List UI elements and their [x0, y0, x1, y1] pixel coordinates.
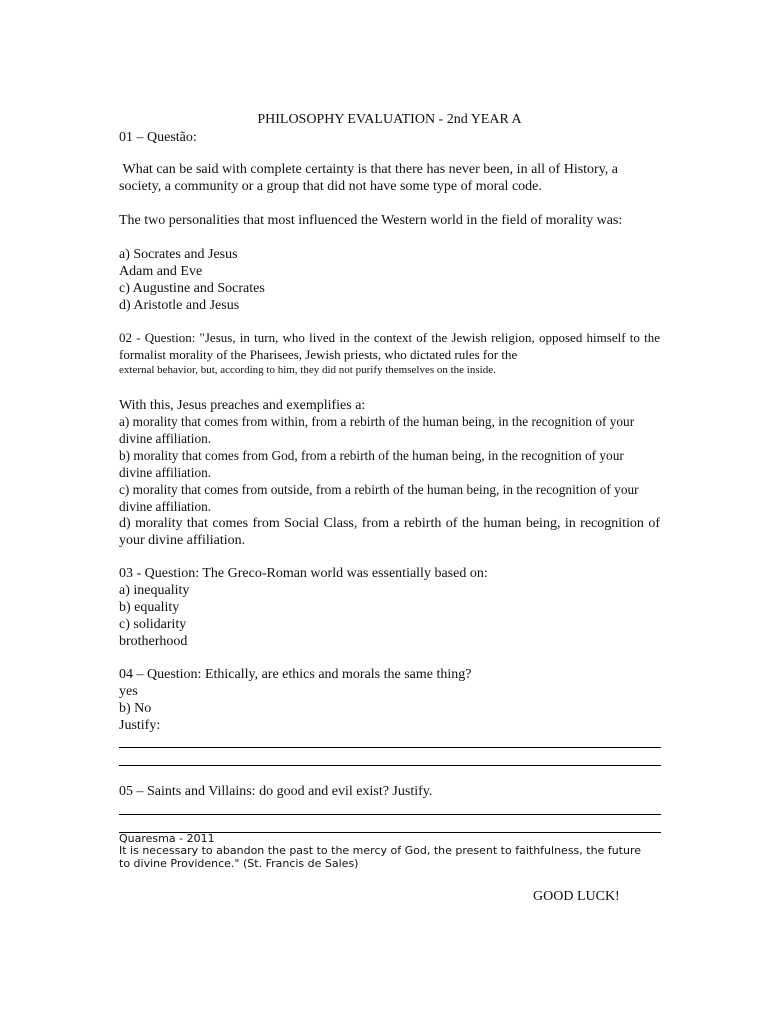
option[interactable]: b) No [119, 701, 152, 716]
question-3-options [119, 582, 660, 650]
option[interactable]: c) Augustine and Socrates [119, 281, 265, 296]
question-2-options [119, 413, 660, 549]
option[interactable]: b) equality [119, 600, 180, 615]
option[interactable]: yes [119, 684, 138, 699]
answer-line[interactable] [119, 747, 661, 748]
question-2-prompt: With this, Jesus preaches and exemplifies a: [119, 398, 366, 413]
question-5-heading: 05 – Saints and Villains: do good and evil exist? Justify. [119, 784, 433, 799]
option[interactable]: a) Socrates and Jesus [119, 247, 238, 262]
question-2-quote-last-line: external behavior, but, according to him, they did not purify themselves on the inside. [119, 364, 496, 376]
page-title: PHILOSOPHY EVALUATION - 2nd YEAR A [257, 112, 522, 127]
option[interactable]: Adam and Eve [119, 264, 203, 279]
question-3-heading: 03 - Question: The Greco-Roman world was essentially based on: [119, 566, 488, 581]
option[interactable]: d) morality that comes from Social Class, from a rebirth of the human being, in recognition of your divine affiliation. [119, 516, 660, 548]
option[interactable]: a) morality that comes from within, from a rebirth of the human being, in the recognition of your divine affiliation. [119, 414, 635, 446]
footer-quote: It is necessary to abandon the past to the mercy of God, the present to faithfulness, the future to divine Providence." (St. Francis de Sales) [119, 844, 642, 870]
option[interactable]: c) solidarity [119, 617, 187, 632]
question-1-intro: What can be said with complete certainty is that there has never been, in all of History, a society, a community or a group that did not have some type of moral code. [119, 162, 622, 194]
question-4-heading: 04 – Question: Ethically, are ethics and morals the same thing? [119, 667, 472, 682]
option[interactable]: a) inequality [119, 583, 190, 598]
question-1-heading: 01 – Questão: [119, 130, 197, 145]
question-1-options [119, 246, 660, 314]
option[interactable]: c) morality that comes from outside, from a rebirth of the human being, in the recognition of your divine affiliation. [119, 482, 639, 514]
justify-label: Justify: [119, 718, 161, 733]
option[interactable]: d) Aristotle and Jesus [119, 298, 240, 313]
question-2-quote: 02 - Question: "Jesus, in turn, who lived in the context of the Jewish religion, opposed himself to the formalist morality of the Pharisees, Jewish priests, who dictated rules for the [119, 330, 660, 362]
option[interactable]: b) morality that comes from God, from a rebirth of the human being, in the recognition of your divine affiliation. [119, 448, 624, 480]
question-4-options [119, 683, 660, 734]
question-1-prompt: The two personalities that most influenced the Western world in the field of morality was: [119, 213, 623, 228]
option[interactable]: brotherhood [119, 634, 188, 649]
footer-author: Quaresma - 2011 [119, 832, 215, 845]
answer-line[interactable] [119, 765, 661, 766]
closing-text: GOOD LUCK! [533, 889, 620, 904]
answer-line[interactable] [119, 814, 661, 815]
